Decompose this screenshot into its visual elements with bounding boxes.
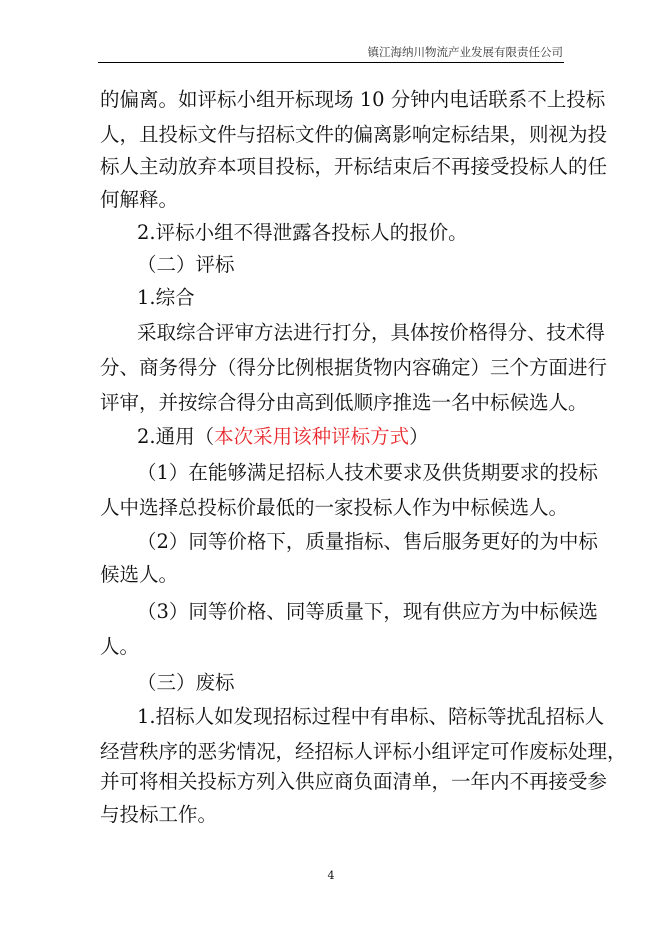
subsection-heading: [137, 425, 563, 449]
heading-prefix: 2.通用（: [137, 425, 215, 448]
paragraph-line: 人。: [100, 635, 140, 658]
header-company-name: 镇江海纳川物流产业发展有限责任公司: [367, 45, 563, 59]
paragraph-line: 人，且投标文件与招标文件的偏离影响定标结果，则视为投: [100, 123, 608, 146]
paragraph-line: 分、商务得分（得分比例根据货物内容确定）三个方面进行: [100, 356, 608, 379]
section-heading: （三）废标: [137, 671, 235, 694]
highlight-note: 本次采用该种评标方式: [214, 425, 410, 448]
paragraph-line: 采取综合评审方法进行打分，具体按价格得分、技术得: [137, 321, 606, 344]
paragraph-line: 评审，并按综合得分由高到低顺序推选一名中标候选人。: [100, 391, 588, 414]
paragraph-line: 2.评标小组不得泄露各投标人的报价。: [137, 221, 468, 244]
paragraph-line: 的偏离。如评标小组开标现场 10 分钟内电话联系不上投标: [100, 88, 606, 111]
paragraph-line: 标人主动放弃本项目投标，开标结束后不再接受投标人的任: [100, 155, 608, 178]
paragraph-line: （2）同等价格下，质量指标、售后服务更好的为中标: [137, 530, 598, 553]
paragraph-line: 与投标工作。: [100, 803, 218, 826]
header-divider: [98, 62, 564, 63]
subsection-heading: 1.综合: [137, 286, 195, 309]
section-heading: （二）评标: [137, 253, 235, 276]
paragraph-line: 经营秩序的恶劣情况，经招标人评标小组评定可作废标处理，: [100, 740, 627, 763]
page-number: 4: [327, 869, 335, 882]
paragraph-line: 人中选择总投标价最低的一家投标人作为中标候选人。: [100, 496, 569, 519]
paragraph-line: （1）在能够满足招标人技术要求及供货期要求的投标: [137, 461, 598, 484]
heading-suffix: ）: [409, 425, 429, 448]
paragraph-line: 并可将相关投标方列入供应商负面清单，一年内不再接受参: [100, 770, 608, 793]
paragraph-line: 候选人。: [100, 563, 179, 586]
paragraph-line: 1.招标人如发现招标过程中有串标、陪标等扰乱招标人: [137, 705, 605, 728]
paragraph-line: （3）同等价格、同等质量下，现有供应方为中标候选: [137, 600, 598, 623]
paragraph-line: 何解释。: [100, 188, 179, 211]
